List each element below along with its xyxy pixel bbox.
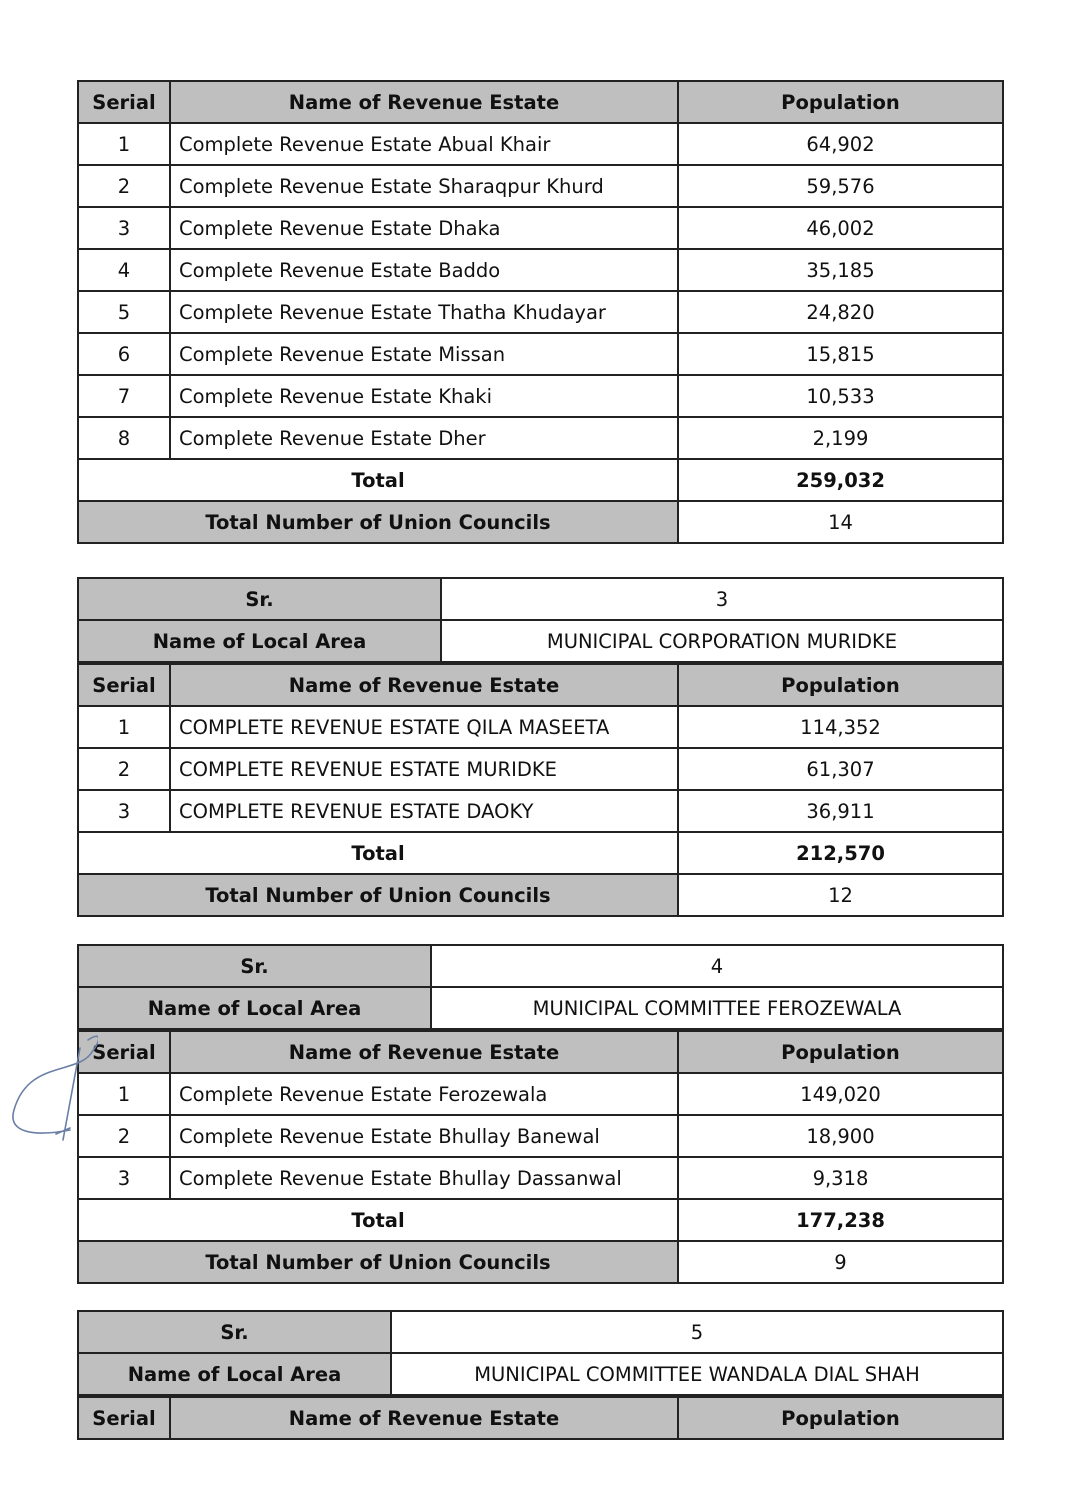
serial-cell: 5 (78, 291, 170, 333)
total-value: 212,570 (678, 832, 1003, 874)
sr-value: 5 (391, 1311, 1003, 1353)
estate-name-cell: Complete Revenue Estate Khaki (170, 375, 678, 417)
local-area-table-wandala-dial-shah (77, 1310, 1002, 1440)
sr-value: 3 (441, 578, 1003, 620)
estate-name-cell: COMPLETE REVENUE ESTATE QILA MASEETA (170, 706, 678, 748)
table-row (78, 333, 1003, 375)
sr-label: Sr. (78, 578, 441, 620)
local-area-label: Name of Local Area (78, 620, 441, 662)
table-row (78, 790, 1003, 832)
estate-name-cell: Complete Revenue Estate Ferozewala (170, 1073, 678, 1115)
local-area-table-ferozewala (77, 944, 1002, 1284)
local-area-row (78, 1353, 1003, 1395)
union-councils-label: Total Number of Union Councils (78, 1241, 678, 1283)
estate-name-cell: Complete Revenue Estate Bhullay Dassanwal (170, 1157, 678, 1199)
local-area-value: MUNICIPAL CORPORATION MURIDKE (441, 620, 1003, 662)
population-cell: 35,185 (678, 249, 1003, 291)
serial-cell: 1 (78, 706, 170, 748)
serial-header: Serial (78, 81, 170, 123)
population-cell: 61,307 (678, 748, 1003, 790)
local-area-label: Name of Local Area (78, 1353, 391, 1395)
union-councils-row (78, 874, 1003, 916)
table-row (78, 291, 1003, 333)
sr-row (78, 1311, 1003, 1353)
estate-name-cell: Complete Revenue Estate Bhullay Banewal (170, 1115, 678, 1157)
header-row (78, 664, 1003, 706)
serial-cell: 8 (78, 417, 170, 459)
table-row (78, 748, 1003, 790)
sr-label: Sr. (78, 945, 431, 987)
population-cell: 46,002 (678, 207, 1003, 249)
total-row (78, 832, 1003, 874)
table-row (78, 207, 1003, 249)
serial-cell: 3 (78, 1157, 170, 1199)
table-row (78, 123, 1003, 165)
serial-cell: 2 (78, 165, 170, 207)
union-councils-value: 12 (678, 874, 1003, 916)
population-cell: 36,911 (678, 790, 1003, 832)
sr-label: Sr. (78, 1311, 391, 1353)
serial-cell: 7 (78, 375, 170, 417)
estate-name-cell: Complete Revenue Estate Sharaqpur Khurd (170, 165, 678, 207)
serial-cell: 2 (78, 1115, 170, 1157)
population-cell: 18,900 (678, 1115, 1003, 1157)
total-label: Total (78, 832, 678, 874)
name-header: Name of Revenue Estate (170, 81, 678, 123)
table-row (78, 165, 1003, 207)
total-row (78, 459, 1003, 501)
header-row (78, 1031, 1003, 1073)
total-row (78, 1199, 1003, 1241)
population-cell: 59,576 (678, 165, 1003, 207)
population-cell: 24,820 (678, 291, 1003, 333)
serial-header: Serial (78, 664, 170, 706)
table-row (78, 417, 1003, 459)
estate-name-cell: COMPLETE REVENUE ESTATE MURIDKE (170, 748, 678, 790)
serial-header: Serial (78, 1397, 170, 1439)
revenue-estates-table-1 (77, 80, 1002, 544)
table-row (78, 249, 1003, 291)
local-area-value: MUNICIPAL COMMITTEE WANDALA DIAL SHAH (391, 1353, 1003, 1395)
name-header: Name of Revenue Estate (170, 1031, 678, 1073)
total-label: Total (78, 459, 678, 501)
total-value: 177,238 (678, 1199, 1003, 1241)
sr-row (78, 578, 1003, 620)
local-area-table-muridke (77, 577, 1002, 917)
population-header: Population (678, 1397, 1003, 1439)
serial-cell: 6 (78, 333, 170, 375)
estate-name-cell: Complete Revenue Estate Missan (170, 333, 678, 375)
serial-cell: 3 (78, 790, 170, 832)
table-row (78, 1115, 1003, 1157)
sr-value: 4 (431, 945, 1003, 987)
serial-cell: 1 (78, 1073, 170, 1115)
table-row (78, 1073, 1003, 1115)
total-value: 259,032 (678, 459, 1003, 501)
local-area-row (78, 987, 1003, 1029)
union-councils-label: Total Number of Union Councils (78, 874, 678, 916)
name-header: Name of Revenue Estate (170, 1397, 678, 1439)
population-cell: 114,352 (678, 706, 1003, 748)
union-councils-value: 14 (678, 501, 1003, 543)
table-row (78, 375, 1003, 417)
population-cell: 149,020 (678, 1073, 1003, 1115)
estate-name-cell: Complete Revenue Estate Dher (170, 417, 678, 459)
serial-cell: 1 (78, 123, 170, 165)
sr-row (78, 945, 1003, 987)
table-row (78, 706, 1003, 748)
union-councils-row (78, 1241, 1003, 1283)
union-councils-label: Total Number of Union Councils (78, 501, 678, 543)
local-area-label: Name of Local Area (78, 987, 431, 1029)
union-councils-row (78, 501, 1003, 543)
population-cell: 2,199 (678, 417, 1003, 459)
population-header: Population (678, 81, 1003, 123)
header-row (78, 81, 1003, 123)
population-header: Population (678, 664, 1003, 706)
name-header: Name of Revenue Estate (170, 664, 678, 706)
population-cell: 10,533 (678, 375, 1003, 417)
population-cell: 64,902 (678, 123, 1003, 165)
serial-cell: 4 (78, 249, 170, 291)
population-header: Population (678, 1031, 1003, 1073)
local-area-value: MUNICIPAL COMMITTEE FEROZEWALA (431, 987, 1003, 1029)
table-row (78, 1157, 1003, 1199)
local-area-row (78, 620, 1003, 662)
union-councils-value: 9 (678, 1241, 1003, 1283)
population-cell: 15,815 (678, 333, 1003, 375)
estate-name-cell: Complete Revenue Estate Thatha Khudayar (170, 291, 678, 333)
estate-name-cell: COMPLETE REVENUE ESTATE DAOKY (170, 790, 678, 832)
signature-mark-icon (8, 1030, 98, 1145)
estate-name-cell: Complete Revenue Estate Baddo (170, 249, 678, 291)
serial-cell: 2 (78, 748, 170, 790)
population-cell: 9,318 (678, 1157, 1003, 1199)
estate-name-cell: Complete Revenue Estate Dhaka (170, 207, 678, 249)
serial-header: Serial (78, 1031, 170, 1073)
estate-name-cell: Complete Revenue Estate Abual Khair (170, 123, 678, 165)
header-row (78, 1397, 1003, 1439)
total-label: Total (78, 1199, 678, 1241)
serial-cell: 3 (78, 207, 170, 249)
